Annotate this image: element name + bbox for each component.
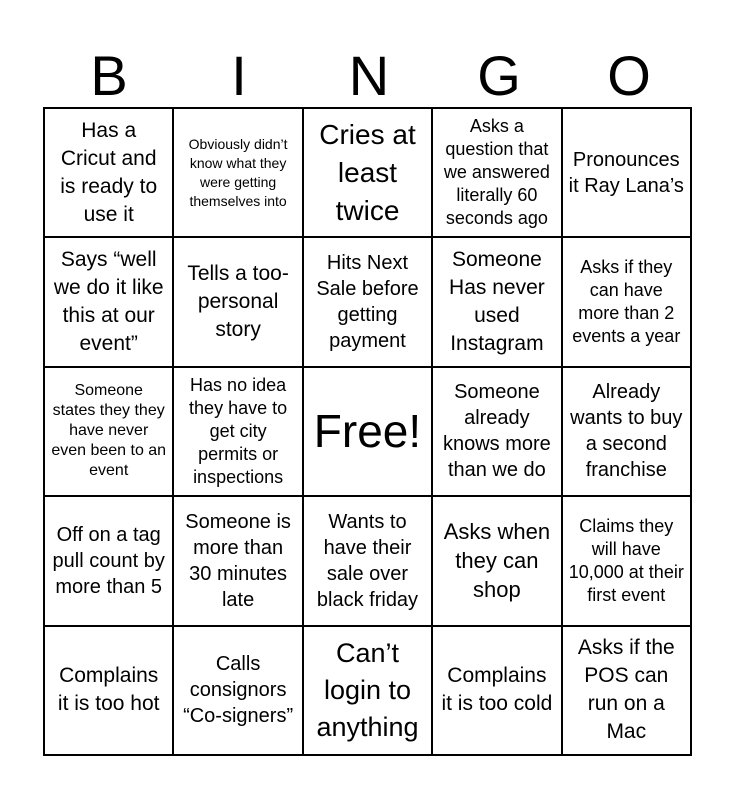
bingo-card-grid bbox=[43, 107, 692, 756]
cell-text: Obviously didn’t know what they were getting themselves into bbox=[188, 135, 288, 209]
cell-text: Asks if they can have more than 2 events a year bbox=[572, 257, 681, 347]
cell-text: Someone Has never used Instagram bbox=[449, 248, 545, 356]
bingo-cell[interactable] bbox=[44, 367, 173, 496]
bingo-cell[interactable] bbox=[432, 367, 561, 496]
header-letter-o: O bbox=[607, 44, 651, 107]
cell-text: Wants to have their sale over black friday bbox=[316, 510, 419, 611]
cell-text: Tells a too-personal story bbox=[187, 262, 289, 342]
bingo-cell[interactable] bbox=[562, 496, 691, 625]
bingo-cell[interactable] bbox=[432, 108, 561, 237]
bingo-cell[interactable] bbox=[303, 496, 432, 625]
cell-text: Complains it is too hot bbox=[57, 664, 160, 716]
cell-text: Someone states they they have never even been to an event bbox=[51, 382, 167, 480]
cell-text: Asks a question that we answered literally 60 seconds ago bbox=[443, 116, 550, 229]
bingo-cell[interactable] bbox=[562, 237, 691, 366]
cell-text: Cries at least twice bbox=[319, 118, 416, 226]
bingo-cell[interactable] bbox=[432, 626, 561, 755]
bingo-cell[interactable] bbox=[432, 496, 561, 625]
bingo-cell[interactable] bbox=[303, 626, 432, 755]
bingo-cell[interactable] bbox=[562, 626, 691, 755]
cell-text: Says “well we do it like this at our event” bbox=[53, 248, 164, 356]
bingo-cell[interactable] bbox=[44, 237, 173, 366]
bingo-cell[interactable] bbox=[173, 237, 302, 366]
cell-text: Has no idea they have to get city permits or inspections bbox=[189, 374, 288, 487]
cell-text: Calls consignors “Co-signers” bbox=[183, 653, 294, 728]
cell-text: Asks if the POS can run on a Mac bbox=[577, 636, 675, 744]
cell-text: Asks when they can shop bbox=[443, 519, 551, 603]
cell-text: Complains it is too cold bbox=[441, 664, 553, 716]
bingo-cell[interactable] bbox=[303, 237, 432, 366]
bingo-cell[interactable] bbox=[44, 496, 173, 625]
header-letter-b: B bbox=[90, 44, 128, 107]
bingo-cell[interactable] bbox=[173, 496, 302, 625]
bingo-free-cell[interactable] bbox=[303, 367, 432, 496]
bingo-cell[interactable] bbox=[173, 108, 302, 237]
cell-text: Hits Next Sale before getting payment bbox=[316, 252, 419, 353]
cell-text: Claims they will have 10,000 at their first event bbox=[568, 515, 684, 605]
cell-text: Has a Cricut and is ready to use it bbox=[60, 118, 158, 226]
header-letter-n: N bbox=[348, 44, 390, 107]
cell-text: Someone is more than 30 minutes late bbox=[185, 510, 291, 611]
cell-text: Pronounces it Ray Lana’s bbox=[568, 148, 684, 197]
header-letter-g: G bbox=[477, 44, 521, 107]
bingo-cell[interactable] bbox=[303, 108, 432, 237]
cell-text: Already wants to buy a second franchise bbox=[570, 381, 683, 482]
bingo-cell[interactable] bbox=[173, 626, 302, 755]
cell-text: Off on a tag pull count by more than 5 bbox=[52, 523, 165, 598]
header-letter-i: I bbox=[231, 44, 247, 107]
cell-text: Free! bbox=[313, 405, 422, 458]
cell-text: Someone already knows more than we do bbox=[442, 381, 551, 482]
bingo-cell[interactable] bbox=[44, 108, 173, 237]
bingo-header bbox=[44, 44, 694, 108]
bingo-cell[interactable] bbox=[562, 108, 691, 237]
bingo-cell[interactable] bbox=[173, 367, 302, 496]
cell-text: Can’t login to anything bbox=[316, 637, 419, 742]
bingo-cell[interactable] bbox=[562, 367, 691, 496]
bingo-cell[interactable] bbox=[44, 626, 173, 755]
bingo-cell[interactable] bbox=[432, 237, 561, 366]
